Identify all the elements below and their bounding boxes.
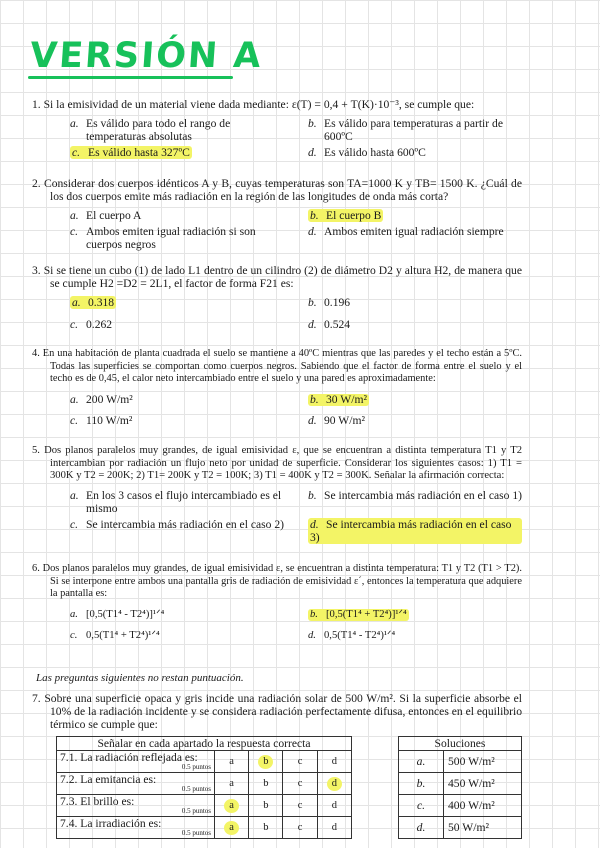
option-a: a. En los 3 casos el flujo intercambiado es el mismo	[70, 488, 282, 515]
option-a: a. El cuerpo A	[70, 209, 142, 222]
question-number: 6.	[32, 563, 40, 574]
question-5	[32, 445, 522, 544]
table-row: 7.4. La irradiación es: 0.5 puntos a b c d	[57, 817, 352, 839]
question-number: 1.	[32, 98, 41, 111]
option-d-selected: d. Se intercambia más radiación en el caso 3)	[308, 518, 522, 544]
question-2	[32, 177, 522, 251]
version-title: VERSIÓN A	[28, 36, 264, 76]
question-number: 5.	[32, 445, 40, 456]
option-b: b. 0.196	[308, 296, 351, 309]
option-c: c. Se intercambia más radiación en el caso 2)	[70, 517, 284, 531]
question-1	[32, 98, 522, 159]
solutions-table	[398, 736, 522, 839]
option-a: a. Es válido para todo el rango de temperaturas absolutas	[70, 117, 231, 143]
question-number: 7.	[32, 692, 41, 705]
option-d: d. 0.524	[308, 318, 351, 331]
question-stem: Si se tiene un cubo (1) de lado L1 dentro de un cilindro (2) de diámetro D2 y altura H2, de manera que se cumple H2 =D2 = 2L1, el factor de forma F21 es:	[43, 264, 522, 290]
option-c: c. Ambos emiten igual radiación si son cuerpos negros	[70, 225, 256, 251]
option-c-selected: c. Es válido hasta 327ºC	[72, 146, 190, 159]
question-number: 3.	[32, 264, 41, 277]
option-c: c. 110 W/m²	[70, 414, 133, 427]
option-c: c. 0,5(T1⁴ + T2⁴)¹ᐟ⁴	[70, 630, 160, 641]
option-b: b. Se intercambia más radiación en el caso 1)	[308, 488, 522, 502]
selected-answer[interactable]: d	[327, 777, 342, 791]
question-stem: En una habitación de planta cuadrada el suelo se mantiene a 40ºC mientras que las paredes y el techo están a 5ºC. Todas las superficies se comportan como cuerpos negros. Sabiendo que el factor de forma entre el suelo y el techo es de 0,45, el calor neto intercambiado entre el suelo y una pared es aproximadamente:	[42, 348, 522, 384]
table-row: d. 50 W/m²	[399, 817, 522, 839]
selected-answer[interactable]: a	[224, 799, 239, 813]
option-a: a. 200 W/m²	[70, 392, 133, 406]
question-stem: Si la emisividad de un material viene dada mediante: ε(T) = 0,4 + T(K)·10⁻³, se cumple que:	[43, 98, 475, 111]
option-d: d. 90 W/m²	[308, 414, 365, 427]
option-b: b. Es válido para temperaturas a partir de 600ºC	[308, 117, 503, 143]
question-number: 2.	[32, 177, 41, 190]
table-row: 7.3. El brillo es: 0.5 puntos a b c d	[57, 795, 352, 817]
option-d: d. Ambos emiten igual radiación siempre	[308, 225, 504, 238]
option-a-selected: a. 0.318	[72, 296, 115, 309]
option-a: a. [0,5(T1⁴ - T2⁴)]¹ᐟ⁴	[70, 608, 165, 620]
scoring-note: Las preguntas siguientes no restan puntuación.	[36, 672, 244, 684]
question-number: 4.	[32, 348, 40, 359]
selected-answer[interactable]: b	[258, 755, 273, 769]
option-c: c. 0.262	[70, 318, 113, 331]
answer-table-header: Señalar en cada apartado la respuesta correcta	[57, 737, 352, 751]
option-b-selected: b. 30 W/m²	[310, 392, 367, 406]
question-stem: Sobre una superficie opaca y gris incide una radiación solar de 500 W/m². Si la superficie absorbe el 10% de la radiación incidente y se considera radiación perfectamente difusa, entonces en el equilibrio térmico se cumple que:	[44, 692, 522, 731]
question-4	[32, 348, 522, 428]
question-stem: Dos planos paralelos muy grandes, de igual emisividad ε, se encuentran a distinta temperatura: T1 y T2 (T1 > T2). Si se interpone entre ambos una pantalla gris de radiación de emisividad ε´, entonces la temperatura que adquiere la pantalla es:	[42, 563, 522, 599]
question-3	[32, 264, 522, 331]
question-7	[32, 692, 522, 731]
option-b-selected: b. El cuerpo B	[310, 209, 382, 222]
option-b-selected: b. [0,5(T1⁴ + T2⁴)]¹ᐟ⁴	[310, 608, 407, 620]
answer-table	[56, 736, 352, 839]
selected-answer[interactable]: a	[224, 821, 239, 835]
title-underline	[28, 76, 233, 79]
table-row: 7.1. La radiación reflejada es: 0.5 puntos a b c d	[57, 751, 352, 773]
question-stem: Considerar dos cuerpos idénticos A y B, cuyas temperaturas son TA=1000 K y TB= 1500 K. ¿Cuál de los dos cuerpos emite más radiación en la región de las longitudes de onda más corta?	[43, 177, 522, 203]
solutions-header: Soluciones	[399, 737, 522, 751]
table-row: 7.2. La emitancia es: 0.5 puntos a b c d	[57, 773, 352, 795]
table-row: a. 500 W/m²	[399, 751, 522, 773]
question-stem: Dos planos paralelos muy grandes, de igual emisividad ε, que se encuentran a distinta temperatura T1 y T2 intercambian por radiación un flujo neto por unidad de superficie. Considerar los siguientes casos: 1) T1 = 300K y T2 = 200K; 2) T1= 200K y T2 = 100K; 3) T1 = 400K y T2 = 300K. Señalar la afirmación correcta:	[44, 445, 522, 481]
table-row: c. 400 W/m²	[399, 795, 522, 817]
question-6	[32, 563, 522, 643]
option-d: d. 0,5(T1⁴ - T2⁴)¹ᐟ⁴	[308, 630, 396, 641]
table-row: b. 450 W/m²	[399, 773, 522, 795]
option-d: d. Es válido hasta 600ºC	[308, 146, 426, 159]
